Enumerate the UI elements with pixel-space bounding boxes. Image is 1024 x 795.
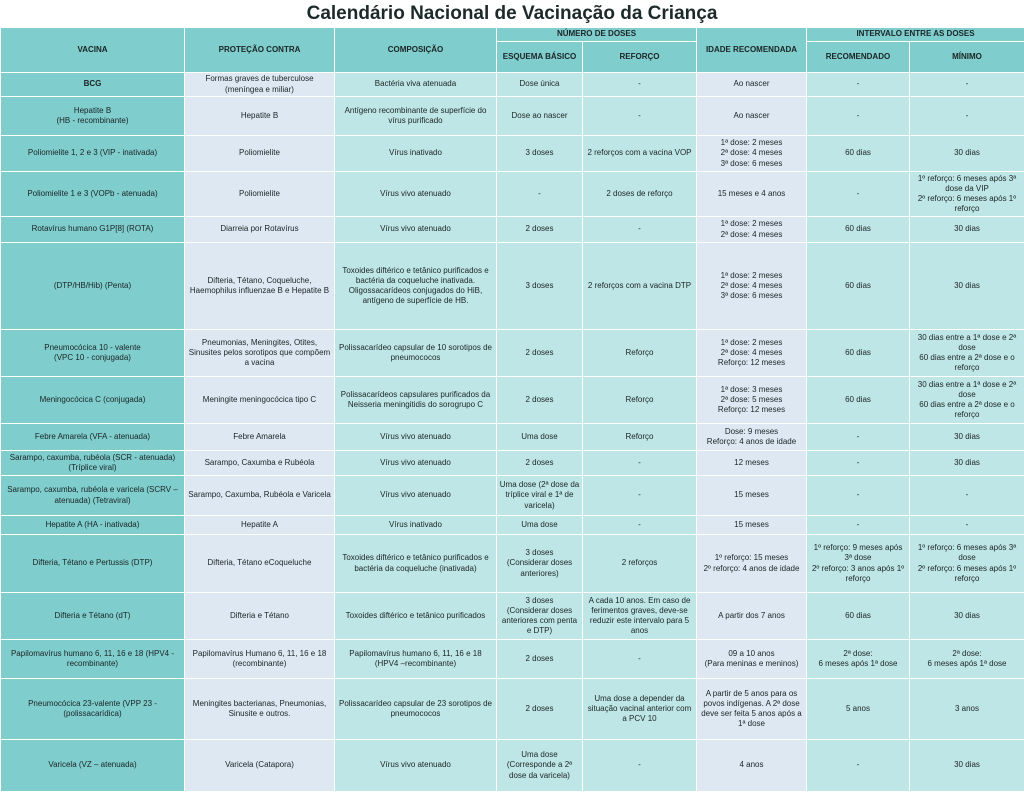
cell-minimo: - xyxy=(910,516,1024,535)
cell-esquema: 3 doses (Considerar doses anteriores) xyxy=(497,535,583,593)
table-row xyxy=(1,516,1024,535)
cell-reforco: - xyxy=(583,516,697,535)
cell-minimo: 30 dias xyxy=(910,424,1024,451)
cell-reforco: - xyxy=(583,451,697,476)
cell-idade: 1ª dose: 2 meses 2ª dose: 4 meses 3ª dose: 6 meses xyxy=(697,136,807,172)
table-row xyxy=(1,377,1024,424)
table-row xyxy=(1,73,1024,97)
cell-recomendado: - xyxy=(807,740,910,792)
cell-reforco: 2 reforços xyxy=(583,535,697,593)
cell-esquema: 2 doses xyxy=(497,330,583,377)
cell-idade: Ao nascer xyxy=(697,97,807,136)
cell-esquema: - xyxy=(497,172,583,217)
cell-composicao: Polissacarídeos capsulares purificados da Neisseria meningitidis do sorogrupo C xyxy=(335,377,497,424)
cell-idade: 15 meses e 4 anos xyxy=(697,172,807,217)
cell-protecao: Meningite meningocócica tipo C xyxy=(185,377,335,424)
cell-reforco: Reforço xyxy=(583,377,697,424)
cell-vacina: Varicela (VZ – atenuada) xyxy=(1,740,185,792)
cell-composicao: Vírus vivo atenuado xyxy=(335,476,497,516)
cell-composicao: Vírus vivo atenuado xyxy=(335,424,497,451)
cell-esquema: 2 doses xyxy=(497,451,583,476)
cell-composicao: Toxoides diftérico e tetânico purificados e bactéria da coqueluche inativada. Oligossacarídeos conjugados do HiB, antígeno de superfície de HB. xyxy=(335,243,497,330)
cell-recomendado: 60 dias xyxy=(807,217,910,243)
cell-composicao: Toxoides diftérico e tetânico purificados e bactéria da coqueluche (inativada) xyxy=(335,535,497,593)
cell-idade: 1ª dose: 2 meses 2ª dose: 4 meses 3ª dose: 6 meses xyxy=(697,243,807,330)
header-reforco: REFORÇO xyxy=(583,42,697,73)
cell-protecao: Difteria, Tétano, Coqueluche, Haemophilus influenzae B e Hepatite B xyxy=(185,243,335,330)
cell-recomendado: 60 dias xyxy=(807,330,910,377)
cell-reforco: Reforço xyxy=(583,330,697,377)
table-row xyxy=(1,535,1024,593)
cell-composicao: Vírus inativado xyxy=(335,516,497,535)
cell-vacina: Hepatite B (HB - recombinante) xyxy=(1,97,185,136)
cell-recomendado: 60 dias xyxy=(807,136,910,172)
cell-protecao: Hepatite B xyxy=(185,97,335,136)
cell-idade: 1ª dose: 2 meses 2ª dose: 4 meses xyxy=(697,217,807,243)
cell-vacina: (DTP/HB/Hib) (Penta) xyxy=(1,243,185,330)
cell-protecao: Varicela (Catapora) xyxy=(185,740,335,792)
cell-composicao: Vírus inativado xyxy=(335,136,497,172)
table-row xyxy=(1,136,1024,172)
cell-minimo: - xyxy=(910,97,1024,136)
cell-idade: Ao nascer xyxy=(697,73,807,97)
cell-reforco: - xyxy=(583,476,697,516)
cell-vacina: Sarampo, caxumba, rubéola e varicela (SCRV – atenuada) (Tetraviral) xyxy=(1,476,185,516)
cell-composicao: Vírus vivo atenuado xyxy=(335,740,497,792)
cell-vacina: Difteria e Tétano (dT) xyxy=(1,593,185,640)
cell-reforco: Reforço xyxy=(583,424,697,451)
cell-esquema: 3 doses xyxy=(497,243,583,330)
cell-recomendado: - xyxy=(807,97,910,136)
table-row xyxy=(1,330,1024,377)
table-row xyxy=(1,217,1024,243)
cell-esquema: Uma dose xyxy=(497,424,583,451)
cell-recomendado: 2ª dose: 6 meses após 1ª dose xyxy=(807,640,910,679)
cell-protecao: Meningites bacterianas, Pneumonias, Sinusite e outros. xyxy=(185,679,335,740)
cell-idade: A partir de 5 anos para os povos indígenas. A 2ª dose deve ser feita 5 anos após a 1ª dose xyxy=(697,679,807,740)
cell-recomendado: - xyxy=(807,516,910,535)
table-row xyxy=(1,243,1024,330)
cell-esquema: Dose única xyxy=(497,73,583,97)
table-row xyxy=(1,172,1024,217)
cell-vacina: BCG xyxy=(1,73,185,97)
cell-minimo: 30 dias xyxy=(910,451,1024,476)
cell-composicao: Vírus vivo atenuado xyxy=(335,451,497,476)
cell-recomendado: - xyxy=(807,476,910,516)
header-intervalo: INTERVALO ENTRE AS DOSES xyxy=(807,28,1024,42)
table-row xyxy=(1,424,1024,451)
cell-minimo: 1º reforço: 6 meses após 3ª dose 2º reforço: 6 meses após 1º reforço xyxy=(910,535,1024,593)
cell-vacina: Pneumocócica 10 - valente (VPC 10 - conjugada) xyxy=(1,330,185,377)
cell-reforco: 2 reforços com a vacina DTP xyxy=(583,243,697,330)
cell-composicao: Toxoides diftérico e tetânico purificados xyxy=(335,593,497,640)
cell-composicao: Papilomavírus humano 6, 11, 16 e 18 (HPV4 –recombinante) xyxy=(335,640,497,679)
cell-esquema: 3 doses xyxy=(497,136,583,172)
cell-recomendado: - xyxy=(807,451,910,476)
cell-composicao: Polissacarídeo capsular de 10 sorotipos de pneumococos xyxy=(335,330,497,377)
cell-reforco: - xyxy=(583,640,697,679)
cell-minimo: 30 dias xyxy=(910,136,1024,172)
cell-minimo: 2ª dose: 6 meses após 1ª dose xyxy=(910,640,1024,679)
cell-composicao: Polissacarídeo capsular de 23 sorotipos de pneumococos xyxy=(335,679,497,740)
cell-recomendado: 1º reforço: 9 meses após 3ª dose 2º reforço: 3 anos após 1º reforço xyxy=(807,535,910,593)
cell-protecao: Papilomavírus Humano 6, 11, 16 e 18 (recombinante) xyxy=(185,640,335,679)
cell-composicao: Antígeno recombinante de superfície do vírus purificado xyxy=(335,97,497,136)
cell-idade: 4 anos xyxy=(697,740,807,792)
cell-composicao: Vírus vivo atenuado xyxy=(335,217,497,243)
cell-protecao: Sarampo, Caxumba, Rubéola e Varicela xyxy=(185,476,335,516)
cell-protecao: Difteria e Tétano xyxy=(185,593,335,640)
cell-vacina: Poliomielite 1, 2 e 3 (VIP - inativada) xyxy=(1,136,185,172)
cell-recomendado: 5 anos xyxy=(807,679,910,740)
cell-composicao: Vírus vivo atenuado xyxy=(335,172,497,217)
cell-protecao: Febre Amarela xyxy=(185,424,335,451)
table-body xyxy=(1,73,1024,792)
cell-minimo: 30 dias xyxy=(910,217,1024,243)
cell-minimo: 30 dias entre a 1ª dose e 2ª dose 60 dias entre a 2ª dose e o reforço xyxy=(910,330,1024,377)
cell-minimo: - xyxy=(910,73,1024,97)
cell-esquema: Uma dose (2ª dose da tríplice viral e 1ª de varicela) xyxy=(497,476,583,516)
cell-vacina: Febre Amarela (VFA - atenuada) xyxy=(1,424,185,451)
cell-esquema: 2 doses xyxy=(497,377,583,424)
cell-esquema: 2 doses xyxy=(497,217,583,243)
cell-reforco: - xyxy=(583,740,697,792)
cell-esquema: 2 doses xyxy=(497,679,583,740)
header-recomendado: RECOMENDADO xyxy=(807,42,910,73)
cell-esquema: Uma dose xyxy=(497,516,583,535)
cell-idade: 15 meses xyxy=(697,476,807,516)
header-vacina: VACINA xyxy=(1,28,185,73)
cell-recomendado: - xyxy=(807,424,910,451)
header-esquema-basico: ESQUEMA BÁSICO xyxy=(497,42,583,73)
cell-minimo: 30 dias entre a 1ª dose e 2ª dose 60 dias entre a 2ª dose e o reforço xyxy=(910,377,1024,424)
cell-reforco: 2 reforços com a vacina VOP xyxy=(583,136,697,172)
cell-protecao: Poliomielite xyxy=(185,172,335,217)
cell-minimo: 30 dias xyxy=(910,593,1024,640)
cell-vacina: Sarampo, caxumba, rubéola (SCR - atenuada) (Tríplice viral) xyxy=(1,451,185,476)
cell-protecao: Formas graves de tuberculose (meníngea e miliar) xyxy=(185,73,335,97)
cell-vacina: Difteria, Tétano e Pertussis (DTP) xyxy=(1,535,185,593)
cell-idade: 12 meses xyxy=(697,451,807,476)
header-numero-doses: NÚMERO DE DOSES xyxy=(497,28,697,42)
cell-esquema: Uma dose (Corresponde a 2ª dose da varicela) xyxy=(497,740,583,792)
cell-minimo: 30 dias xyxy=(910,740,1024,792)
cell-vacina: Hepatite A (HA - inativada) xyxy=(1,516,185,535)
cell-idade: A partir dos 7 anos xyxy=(697,593,807,640)
header-minimo: MÍNIMO xyxy=(910,42,1024,73)
cell-reforco: - xyxy=(583,97,697,136)
cell-recomendado: - xyxy=(807,172,910,217)
cell-recomendado: 60 dias xyxy=(807,593,910,640)
cell-reforco: - xyxy=(583,217,697,243)
cell-protecao: Sarampo, Caxumba e Rubéola xyxy=(185,451,335,476)
cell-vacina: Meningocócica C (conjugada) xyxy=(1,377,185,424)
cell-minimo: - xyxy=(910,476,1024,516)
table-row xyxy=(1,640,1024,679)
cell-protecao: Pneumonias, Meningites, Otites, Sinusites pelos sorotipos que compõem a vacina xyxy=(185,330,335,377)
cell-vacina: Poliomielite 1 e 3 (VOPb - atenuada) xyxy=(1,172,185,217)
cell-minimo: 1º reforço: 6 meses após 3ª dose da VIP 2º reforço: 6 meses após 1º reforço xyxy=(910,172,1024,217)
cell-composicao: Bactéria viva atenuada xyxy=(335,73,497,97)
header-idade: IDADE RECOMENDADA xyxy=(697,28,807,73)
header-protecao: PROTEÇÃO CONTRA xyxy=(185,28,335,73)
cell-reforco: A cada 10 anos. Em caso de ferimentos graves, deve-se reduzir este intervalo para 5 anos xyxy=(583,593,697,640)
cell-protecao: Diarreia por Rotavírus xyxy=(185,217,335,243)
cell-minimo: 3 anos xyxy=(910,679,1024,740)
cell-idade: 15 meses xyxy=(697,516,807,535)
cell-esquema: 2 doses xyxy=(497,640,583,679)
cell-recomendado: 60 dias xyxy=(807,377,910,424)
cell-vacina: Rotavírus humano G1P[8] (ROTA) xyxy=(1,217,185,243)
cell-recomendado: 60 dias xyxy=(807,243,910,330)
cell-esquema: 3 doses (Considerar doses anteriores com penta e DTP) xyxy=(497,593,583,640)
cell-protecao: Hepatite A xyxy=(185,516,335,535)
cell-idade: 1ª dose: 2 meses 2ª dose: 4 meses Reforço: 12 meses xyxy=(697,330,807,377)
cell-idade: 1º reforço: 15 meses 2º reforço: 4 anos de idade xyxy=(697,535,807,593)
cell-protecao: Poliomielite xyxy=(185,136,335,172)
cell-idade: 09 a 10 anos (Para meninas e meninos) xyxy=(697,640,807,679)
cell-reforco: 2 doses de reforço xyxy=(583,172,697,217)
table-row xyxy=(1,476,1024,516)
cell-minimo: 30 dias xyxy=(910,243,1024,330)
table-row xyxy=(1,97,1024,136)
cell-idade: 1ª dose: 3 meses 2ª dose: 5 meses Reforço: 12 meses xyxy=(697,377,807,424)
cell-recomendado: - xyxy=(807,73,910,97)
cell-idade: Dose: 9 meses Reforço: 4 anos de idade xyxy=(697,424,807,451)
cell-protecao: Difteria, Tétano eCoqueluche xyxy=(185,535,335,593)
cell-reforco: Uma dose a depender da situação vacinal anterior com a PCV 10 xyxy=(583,679,697,740)
cell-esquema: Dose ao nascer xyxy=(497,97,583,136)
header-row-group xyxy=(1,28,1024,42)
header-composicao: COMPOSIÇÃO xyxy=(335,28,497,73)
page-title: Calendário Nacional de Vacinação da Criança xyxy=(306,3,718,24)
cell-vacina: Papilomavírus humano 6, 11, 16 e 18 (HPV4 - recombinante) xyxy=(1,640,185,679)
table-row xyxy=(1,451,1024,476)
cell-vacina: Pneumocócica 23-valente (VPP 23 - (polissacarídica) xyxy=(1,679,185,740)
cell-reforco: - xyxy=(583,73,697,97)
table-row xyxy=(1,593,1024,640)
table-row xyxy=(1,740,1024,792)
table-row xyxy=(1,679,1024,740)
vaccination-table xyxy=(0,27,1024,792)
